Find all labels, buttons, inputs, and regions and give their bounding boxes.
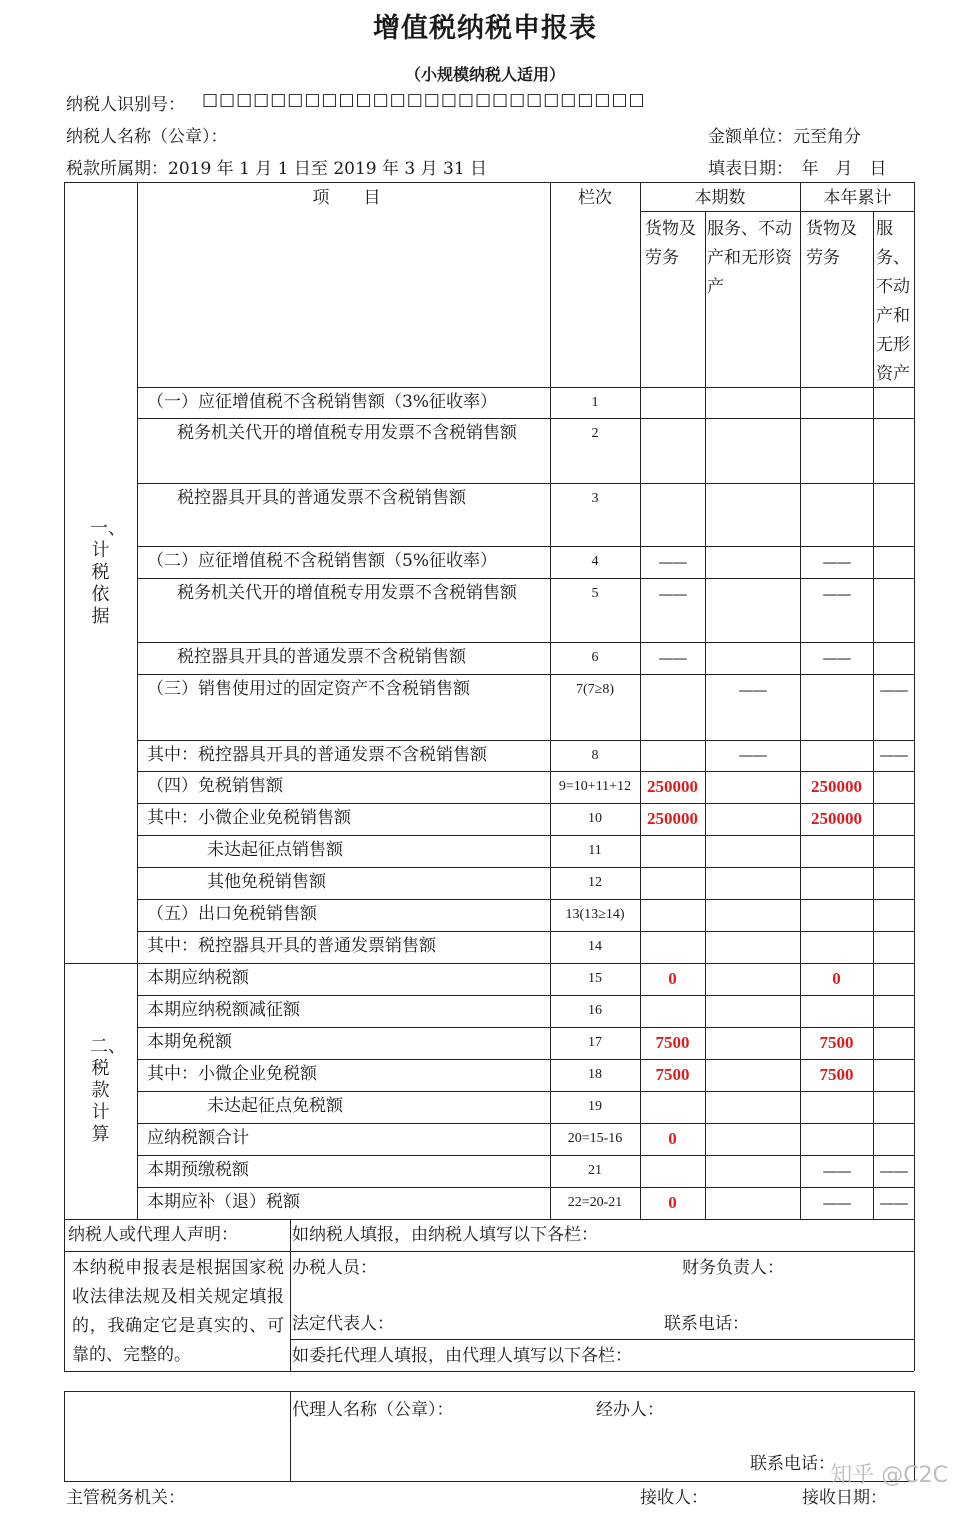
row-item-label: 其中：小微企业免税销售额 [147, 808, 351, 828]
watermark: 知乎 @C2C [830, 1463, 948, 1488]
preparer-label: 办税人员： [292, 1258, 377, 1278]
row-line-number: 13(13≥14) [565, 907, 625, 922]
agent-fill-note: 如委托代理人填报，由代理人填写以下各栏： [292, 1346, 632, 1366]
not-applicable-dash: —— [658, 585, 687, 603]
row-line-number: 19 [588, 1099, 602, 1114]
agent-bottom-rule [64, 1481, 914, 1482]
row-item-label: 本期应补（退）税额 [147, 1192, 300, 1212]
row-line-number: 11 [588, 843, 602, 858]
current-goods-value: 7500 [655, 1033, 690, 1052]
current-goods-value: 7500 [655, 1065, 690, 1084]
table-right-rule [914, 182, 915, 1371]
current-goods-value: 0 [668, 1129, 677, 1148]
row-line-number: 5 [591, 586, 599, 601]
row-line-number: 12 [588, 875, 602, 890]
row-item-label: 本期预缴税额 [147, 1160, 249, 1180]
ytd-goods-value: 7500 [819, 1065, 854, 1084]
form-subtitle: （小规模纳税人适用） [404, 65, 565, 84]
agent-left-rule [64, 1391, 65, 1481]
row-line-number: 21 [588, 1163, 602, 1178]
row-line-number: 8 [591, 748, 599, 763]
row-item-label: （一）应征增值税不含税销售额（3%征收率） [147, 392, 497, 412]
fill-date: 填表日期： 年 月 日 [708, 159, 887, 179]
row-line-number: 9=10+11+12 [558, 779, 632, 794]
row-line-number: 20=15-16 [567, 1131, 623, 1146]
row-item-label: 本期应纳税额减征额 [147, 1000, 300, 1020]
agent-name-label: 代理人名称（公章）： [292, 1400, 454, 1420]
row-item-label: 税务机关代开的增值税专用发票不含税销售额 [177, 423, 517, 443]
not-applicable-dash: —— [879, 1194, 908, 1212]
table-top-rule [64, 182, 914, 183]
form-title: 增值税纳税申报表 [373, 13, 597, 44]
receive-date-label: 接收日期： [802, 1488, 887, 1508]
finance-head-label: 财务负责人： [682, 1258, 784, 1278]
row-item-label: 其他免税销售额 [207, 872, 326, 892]
row-line-number: 10 [588, 811, 602, 826]
row-line-number: 6 [591, 650, 599, 665]
row-line-number: 18 [588, 1067, 602, 1082]
declaration-bottom-rule [64, 1371, 914, 1372]
self-fill-note: 如纳税人填报，由纳税人填写以下各栏： [292, 1225, 598, 1245]
ytd-mid-rule [873, 211, 874, 1219]
agent-phone-label: 联系电话： [750, 1454, 835, 1474]
handler-label: 经办人： [596, 1400, 664, 1420]
header-ytd-goods: 货物及劳务 [806, 219, 857, 268]
header-ytd: 本年累计 [823, 188, 892, 208]
row-item-label: 税务机关代开的增值税专用发票不含税销售额 [177, 583, 517, 603]
row-line-number: 14 [588, 939, 602, 954]
taxpayer-id-boxes: □□□□□□□□□□□□□□□□□□□□□□□□□□ [202, 90, 646, 110]
header-current: 本期数 [694, 188, 746, 208]
row-line-number: 7(7≥8) [575, 682, 614, 697]
header-current-services: 服务、不动产和无形资产 [707, 219, 792, 297]
row-line-number: 2 [591, 426, 599, 441]
row-item-label: 未达起征点销售额 [207, 840, 343, 860]
not-applicable-dash: —— [822, 649, 851, 667]
not-applicable-dash: —— [738, 746, 767, 764]
row-item-label: 税控器具开具的普通发票不含税销售额 [177, 488, 466, 508]
row-item-label: 其中：税控器具开具的普通发票不含税销售额 [147, 745, 487, 765]
tax-period: 税款所属期：2019 年 1 月 1 日至 2019 年 3 月 31 日 [66, 159, 488, 179]
not-applicable-dash: —— [822, 585, 851, 603]
row-line-number: 4 [591, 554, 599, 569]
not-applicable-dash: —— [879, 1162, 908, 1180]
current-mid-rule [705, 211, 706, 1219]
header-line: 栏次 [578, 188, 612, 208]
ytd-goods-value: 0 [832, 969, 841, 988]
section-tax-calc: 二、税款计算 [90, 1036, 126, 1145]
header-item: 项 目 [312, 188, 381, 208]
row-line-number: 1 [591, 395, 599, 410]
declaration-mid-rule [290, 1339, 914, 1340]
not-applicable-dash: —— [879, 681, 908, 699]
not-applicable-dash: —— [738, 681, 767, 699]
ytd-goods-value: 250000 [811, 809, 862, 828]
header-current-goods: 货物及劳务 [645, 219, 696, 268]
section-rule [137, 182, 138, 1219]
row-item-label: （三）销售使用过的固定资产不含税销售额 [147, 679, 470, 699]
receiver-label: 接收人： [640, 1488, 708, 1508]
current-goods-value: 250000 [647, 809, 698, 828]
not-applicable-dash: —— [822, 1162, 851, 1180]
row-item-label: 税控器具开具的普通发票不含税销售额 [177, 647, 466, 667]
row-line-number: 22=20-21 [567, 1195, 623, 1210]
row-item-label: （五）出口免税销售额 [147, 904, 317, 924]
row-item-label: 其中：小微企业免税额 [147, 1064, 317, 1084]
section-tax-basis: 一、计税依据 [90, 518, 126, 627]
row-line-number: 16 [588, 1003, 602, 1018]
declaration-label: 纳税人或代理人声明： [68, 1225, 238, 1245]
row-line-number: 15 [588, 971, 602, 986]
row-item-label: 本期应纳税额 [147, 968, 249, 988]
table-left-rule [64, 182, 65, 1371]
row-item-label: 未达起征点免税额 [207, 1096, 343, 1116]
declaration-text: 本纳税申报表是根据国家税收法律法规及相关规定填报的，我确定它是真实的、可靠的、完整的。 [72, 1258, 284, 1365]
legal-rep-label: 法定代表人： [292, 1314, 394, 1334]
ytd-goods-value: 7500 [819, 1033, 854, 1052]
not-applicable-dash: —— [658, 553, 687, 571]
not-applicable-dash: —— [822, 1194, 851, 1212]
not-applicable-dash: —— [658, 649, 687, 667]
header-ytd-services: 服务、不动产和无形资产 [876, 219, 910, 384]
tax-authority-label: 主管税务机关： [66, 1488, 185, 1508]
current-goods-value: 0 [668, 969, 677, 988]
taxpayer-id-label: 纳税人识别号： [66, 95, 185, 115]
not-applicable-dash: —— [822, 553, 851, 571]
declaration-rule [64, 1251, 914, 1252]
row-line-number: 17 [588, 1035, 602, 1050]
taxpayer-name-label: 纳税人名称（公章）： [66, 127, 228, 147]
phone-label: 联系电话： [664, 1314, 749, 1334]
agent-col-rule [290, 1391, 291, 1481]
row-item-label: （二）应征增值税不含税销售额（5%征收率） [147, 551, 497, 571]
row-item-label: 应纳税额合计 [147, 1128, 249, 1148]
row-line-number: 3 [591, 491, 599, 506]
current-goods-value: 250000 [647, 777, 698, 796]
agent-top-rule [64, 1391, 914, 1392]
declaration-col-rule [290, 1219, 291, 1371]
ytd-goods-value: 250000 [811, 777, 862, 796]
currency-unit: 金额单位：元至角分 [708, 127, 861, 147]
not-applicable-dash: —— [879, 746, 908, 764]
row-item-label: 其中：税控器具开具的普通发票销售额 [147, 936, 436, 956]
current-goods-value: 0 [668, 1193, 677, 1212]
row-item-label: 本期免税额 [147, 1032, 232, 1052]
row-item-label: （四）免税销售额 [147, 776, 283, 796]
